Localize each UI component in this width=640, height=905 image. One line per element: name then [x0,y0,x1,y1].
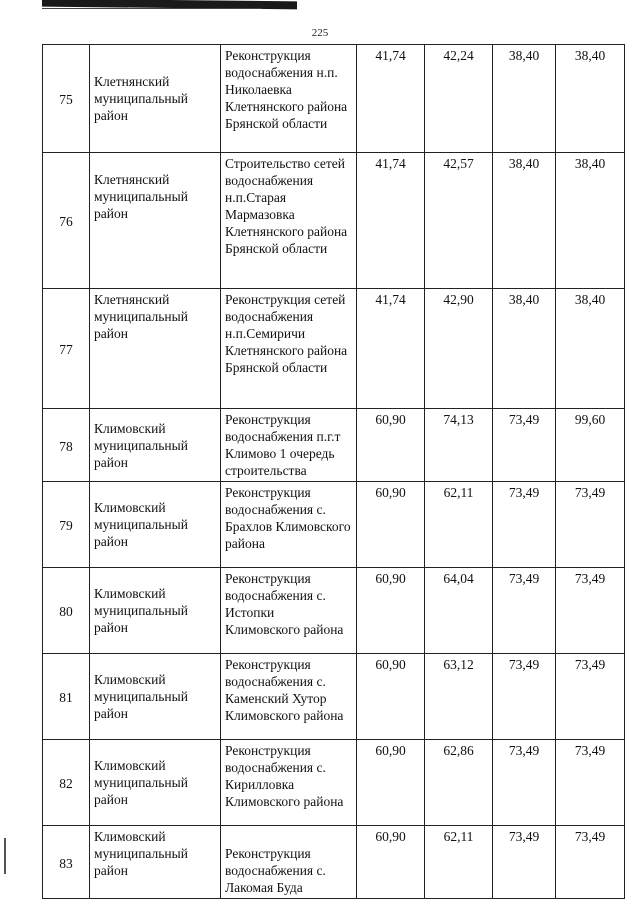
value-cell-4: 73,49 [556,482,625,568]
table-row [43,568,625,654]
value-cell-2: 64,04 [425,568,493,654]
value-cell-2: 62,11 [425,482,493,568]
page-number: 225 [311,27,329,39]
region-cell: Клетнянский муниципальный район [90,45,221,153]
value-cell-3: 38,40 [493,45,556,153]
value-cell-2: 63,12 [425,654,493,740]
region-cell: Клетнянский муниципальный район [90,153,221,289]
project-cell: Реконструкция водоснабжения с. Брахлов Климовского района [221,482,357,568]
project-cell: Реконструкция водоснабжения п.г.т Климово 1 очередь строительства [221,409,357,482]
value-cell-2: 42,90 [425,289,493,409]
table-row [43,740,625,826]
value-cell-1: 41,74 [357,289,425,409]
value-cell-1: 60,90 [357,409,425,482]
row-number: 83 [43,826,90,899]
table-row [43,153,625,289]
region-cell: Климовский муниципальный район [90,826,221,899]
value-cell-4: 73,49 [556,740,625,826]
row-number: 76 [43,153,90,289]
row-number: 81 [43,654,90,740]
project-cell: Строительство сетей водоснабжения н.п.Старая Мармазовка Клетнянского района Брянской области [221,153,357,289]
project-cell: Реконструкция водоснабжения с. Каменский Хутор Климовского района [221,654,357,740]
value-cell-2: 62,11 [425,826,493,899]
row-number: 77 [43,289,90,409]
value-cell-4: 73,49 [556,568,625,654]
table-row [43,482,625,568]
value-cell-4: 38,40 [556,289,625,409]
row-number: 82 [43,740,90,826]
value-cell-2: 42,24 [425,45,493,153]
value-cell-2: 74,13 [425,409,493,482]
value-cell-1: 60,90 [357,568,425,654]
region-cell: Климовский муниципальный район [90,482,221,568]
table-row [43,654,625,740]
value-cell-2: 42,57 [425,153,493,289]
value-cell-4: 38,40 [556,45,625,153]
value-cell-3: 73,49 [493,826,556,899]
row-number: 75 [43,45,90,153]
value-cell-3: 38,40 [493,289,556,409]
table-row [43,826,625,899]
project-cell: Реконструкция водоснабжения с. Лакомая Буда [221,826,357,899]
value-cell-3: 38,40 [493,153,556,289]
value-cell-3: 73,49 [493,654,556,740]
project-cell: Реконструкция водоснабжения с. Истопки Климовского района [221,568,357,654]
value-cell-4: 38,40 [556,153,625,289]
value-cell-2: 62,86 [425,740,493,826]
project-cell: Реконструкция водоснабжения н.п. Николаевка Клетнянского района Брянской области [221,45,357,153]
header-scan-line [42,8,262,9]
region-cell: Климовский муниципальный район [90,409,221,482]
value-cell-1: 60,90 [357,740,425,826]
region-cell: Климовский муниципальный район [90,654,221,740]
value-cell-1: 41,74 [357,45,425,153]
value-cell-4: 73,49 [556,654,625,740]
data-table [42,44,625,899]
value-cell-1: 60,90 [357,482,425,568]
value-cell-1: 60,90 [357,826,425,899]
table-row [43,409,625,482]
project-cell: Реконструкция сетей водоснабжения н.п.Семиричи Клетнянского района Брянской области [221,289,357,409]
row-number: 79 [43,482,90,568]
value-cell-3: 73,49 [493,740,556,826]
project-cell: Реконструкция водоснабжения с. Кирилловка Климовского района [221,740,357,826]
value-cell-3: 73,49 [493,482,556,568]
table-row [43,45,625,153]
value-cell-4: 99,60 [556,409,625,482]
row-number: 78 [43,409,90,482]
value-cell-4: 73,49 [556,826,625,899]
row-number: 80 [43,568,90,654]
value-cell-3: 73,49 [493,409,556,482]
region-cell: Климовский муниципальный район [90,740,221,826]
table-row [43,289,625,409]
margin-mark [4,838,6,874]
region-cell: Клетнянский муниципальный район [90,289,221,409]
value-cell-3: 73,49 [493,568,556,654]
region-cell: Климовский муниципальный район [90,568,221,654]
value-cell-1: 41,74 [357,153,425,289]
value-cell-1: 60,90 [357,654,425,740]
